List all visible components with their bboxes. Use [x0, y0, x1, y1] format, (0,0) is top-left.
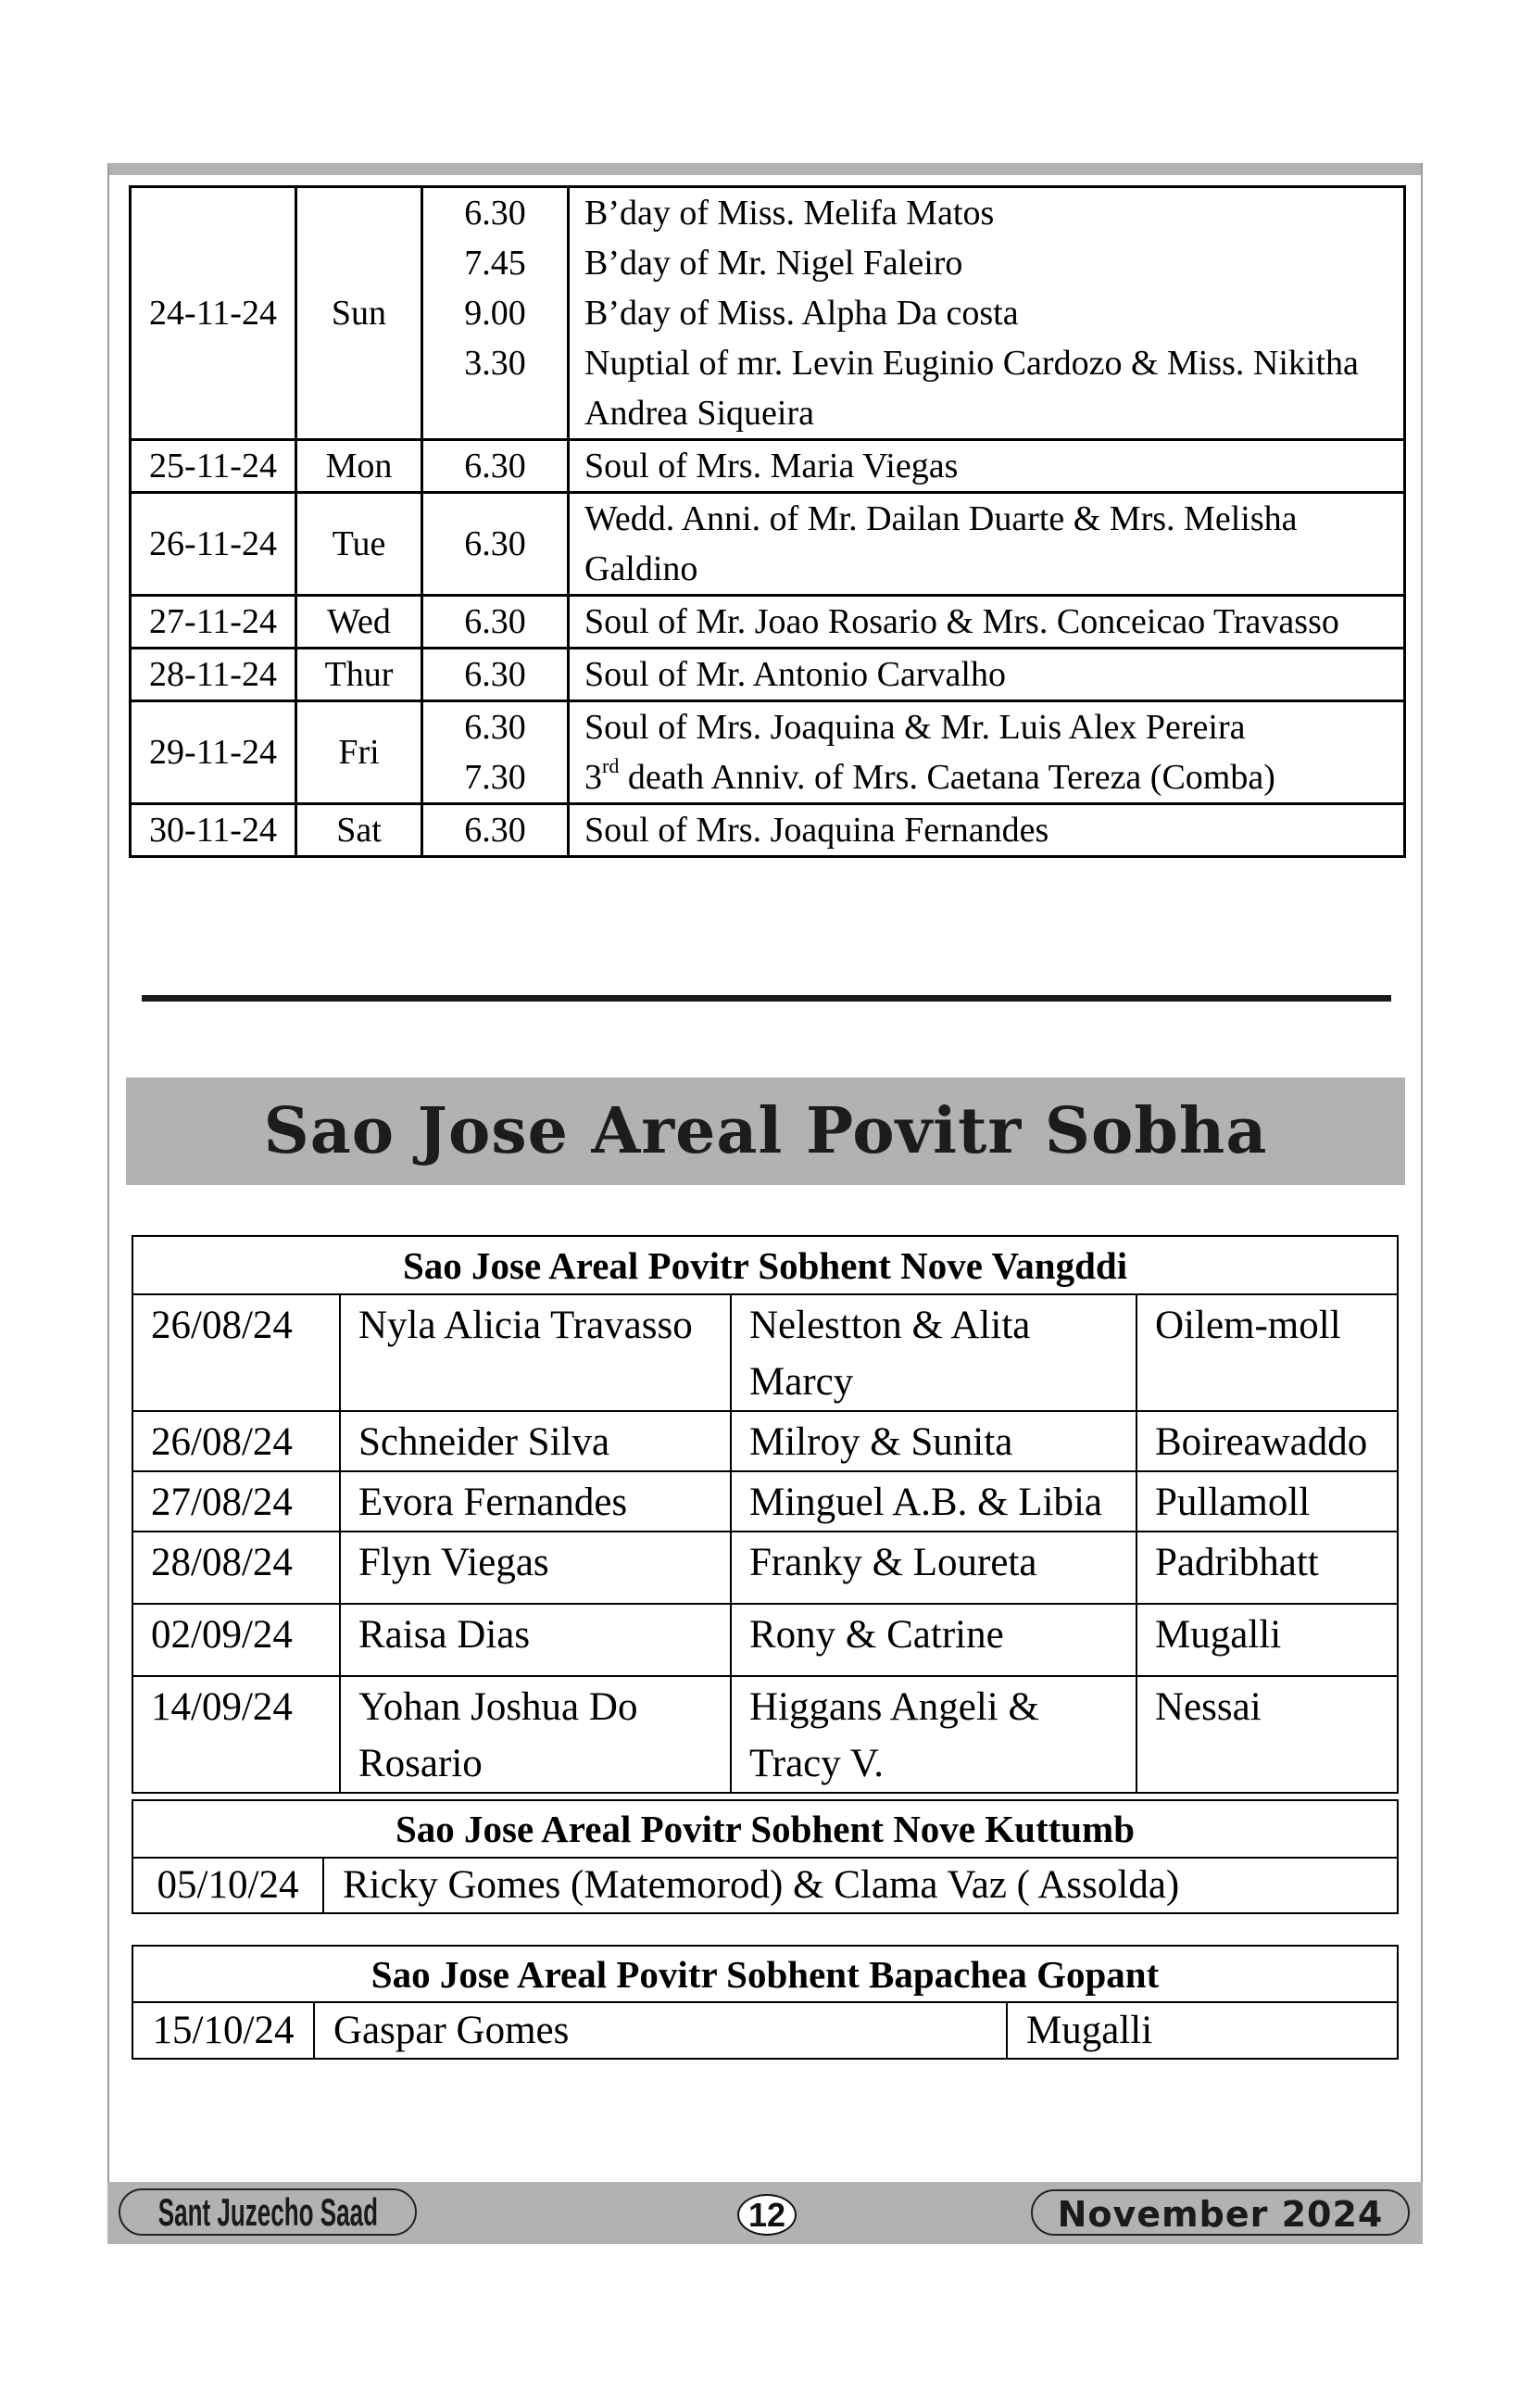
date-cell: 24-11-24 [131, 187, 296, 440]
table-row [132, 1471, 1398, 1532]
date-cell: 25-11-24 [131, 440, 296, 493]
day-cell: Mon [296, 440, 422, 493]
place-cell: Oilem-moll [1136, 1294, 1398, 1411]
parents-cell [731, 1676, 1136, 1793]
page-footer [107, 2182, 1423, 2244]
date-cell: 30-11-24 [131, 804, 296, 857]
parents-cell [731, 1294, 1136, 1411]
intention-line: Galdino [584, 549, 698, 588]
time-cell: 6.30 [422, 440, 569, 493]
page-frame-left [107, 163, 109, 2244]
table-row [131, 440, 1405, 493]
date-cell: 15/10/24 [132, 2002, 314, 2059]
place-cell: Pullamoll [1136, 1471, 1398, 1532]
time-cell: 6.30 [422, 493, 569, 596]
name-cell: Raisa Dias [340, 1604, 731, 1676]
time-cell [422, 701, 569, 804]
date-cell: 28/08/24 [132, 1532, 340, 1604]
name-line: Yohan Joshua Do [358, 1685, 638, 1729]
intention-line: Wedd. Anni. of Mr. Dailan Duarte & Mrs. Melisha [584, 499, 1298, 538]
day-cell: Sat [296, 804, 422, 857]
parents-line: Marcy [749, 1360, 854, 1404]
page-top-bar [107, 163, 1423, 175]
date-cell: 26/08/24 [132, 1411, 340, 1471]
date-cell: 29-11-24 [131, 701, 296, 804]
table-row [132, 1676, 1398, 1793]
intention-cell: Soul of Mr. Joao Rosario & Mrs. Conceicao Travasso [569, 596, 1405, 649]
intention-line: B’day of Miss. Melifa Matos [584, 194, 995, 233]
name-cell [340, 1676, 731, 1793]
table-row [132, 1604, 1398, 1676]
issue-date-badge [1031, 2189, 1410, 2236]
place-cell: Mugalli [1136, 1604, 1398, 1676]
publication-name: Sant Juzecho Saad [157, 2189, 378, 2234]
day-cell: Fri [296, 701, 422, 804]
table-row [131, 804, 1405, 857]
name-cell: Nyla Alicia Travasso [340, 1294, 731, 1411]
intention-cell: Soul of Mrs. Joaquina Fernandes [569, 804, 1405, 857]
table-row [132, 1532, 1398, 1604]
table-header: Sao Jose Areal Povitr Sobhent Nove Kuttumb [132, 1800, 1398, 1858]
day-cell: Sun [296, 187, 422, 440]
issue-date: November 2024 [1057, 2194, 1384, 2235]
parents-cell: Milroy & Sunita [731, 1411, 1136, 1471]
table-row [132, 1858, 1398, 1913]
parents-cell: Rony & Catrine [731, 1604, 1136, 1676]
section-divider [142, 995, 1391, 1002]
date-cell: 02/09/24 [132, 1604, 340, 1676]
table-header-row [132, 1946, 1398, 2002]
intention-line: Andrea Siqueira [584, 394, 814, 433]
table-row [131, 649, 1405, 701]
table-row [131, 596, 1405, 649]
name-line: Rosario [358, 1742, 483, 1785]
day-cell: Thur [296, 649, 422, 701]
time: 6.30 [464, 708, 526, 747]
table-header-row [132, 1236, 1398, 1294]
date-cell: 28-11-24 [131, 649, 296, 701]
parents-line: Nelestton & Alita [749, 1304, 1031, 1347]
table-row [131, 701, 1405, 804]
parents-line: Higgans Angeli & [749, 1685, 1039, 1729]
intention-line: Soul of Mrs. Joaquina & Mr. Luis Alex Pereira [584, 708, 1246, 747]
intention-cell [569, 187, 1405, 440]
intention-cell [569, 701, 1405, 804]
name-cell: Evora Fernandes [340, 1471, 731, 1532]
table-row [132, 2002, 1398, 2059]
table-row [131, 187, 1405, 440]
table-row [132, 1294, 1398, 1411]
table-header: Sao Jose Areal Povitr Sobhent Nove Vangddi [132, 1236, 1398, 1294]
date-cell: 26/08/24 [132, 1294, 340, 1411]
name-cell: Gaspar Gomes [314, 2002, 1007, 2059]
intention-cell: Soul of Mr. Antonio Carvalho [569, 649, 1405, 701]
intention-cell [569, 493, 1405, 596]
couple-cell: Ricky Gomes (Matemorod) & Clama Vaz ( Assolda) [323, 1858, 1398, 1913]
time: 7.45 [464, 244, 526, 283]
time-cell: 6.30 [422, 649, 569, 701]
page-number: 12 [747, 2195, 786, 2234]
baptisms-table [132, 1235, 1399, 1794]
time: 6.30 [464, 194, 526, 233]
deaths-table [132, 1945, 1399, 2060]
table-header: Sao Jose Areal Povitr Sobhent Bapachea Gopant [132, 1946, 1398, 2002]
time-cell: 6.30 [422, 804, 569, 857]
name-cell: Flyn Viegas [340, 1532, 731, 1604]
intention-text: death Anniv. of Mrs. Caetana Tereza (Comba) [619, 758, 1275, 797]
date-cell: 27-11-24 [131, 596, 296, 649]
section-banner [126, 1078, 1405, 1185]
time: 9.00 [464, 294, 526, 333]
publication-name-badge [119, 2188, 417, 2236]
date-cell: 27/08/24 [132, 1471, 340, 1532]
ordinal-number: 3 [584, 758, 602, 797]
intention-line: B’day of Mr. Nigel Faleiro [584, 244, 963, 283]
time: 3.30 [464, 344, 526, 383]
date-cell: 05/10/24 [132, 1858, 323, 1913]
day-cell: Tue [296, 493, 422, 596]
time-cell: 6.30 [422, 596, 569, 649]
place-cell: Mugalli [1007, 2002, 1398, 2059]
parents-cell: Minguel A.B. & Libia [731, 1471, 1136, 1532]
marriages-table [132, 1799, 1399, 1914]
place-cell: Nessai [1136, 1676, 1398, 1793]
time-cell [422, 187, 569, 440]
section-title: Sao Jose Areal Povitr Sobha [263, 1094, 1268, 1168]
intention-line: Nuptial of mr. Levin Euginio Cardozo & Miss. Nikitha [584, 344, 1359, 383]
place-cell: Boireawaddo [1136, 1411, 1398, 1471]
page-frame-right [1421, 163, 1423, 2244]
intention-line [584, 752, 1403, 802]
table-header-row [132, 1800, 1398, 1858]
mass-schedule-table [129, 185, 1406, 858]
date-cell: 26-11-24 [131, 493, 296, 596]
date-cell: 14/09/24 [132, 1676, 340, 1793]
time: 7.30 [464, 758, 526, 797]
table-row [131, 493, 1405, 596]
name-cell: Schneider Silva [340, 1411, 731, 1471]
parents-cell: Franky & Loureta [731, 1532, 1136, 1604]
ordinal-suffix: rd [602, 754, 620, 777]
intention-line: B’day of Miss. Alpha Da costa [584, 294, 1019, 333]
table-row [132, 1411, 1398, 1471]
day-cell: Wed [296, 596, 422, 649]
parents-line: Tracy V. [749, 1742, 884, 1785]
page-number-badge [737, 2194, 797, 2236]
place-cell: Padribhatt [1136, 1532, 1398, 1604]
intention-cell: Soul of Mrs. Maria Viegas [569, 440, 1405, 493]
